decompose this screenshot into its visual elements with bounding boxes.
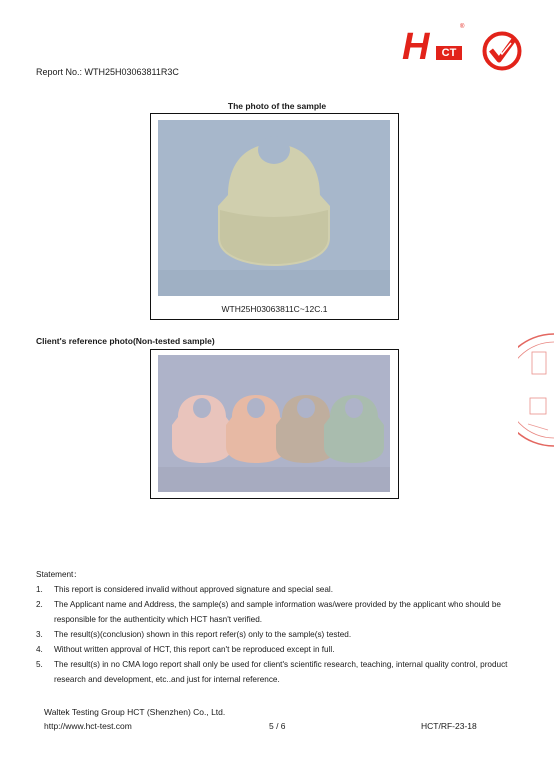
hct-logo [402, 24, 464, 70]
statement-item-number: 1. [36, 585, 43, 594]
statement-item-text: Without written approval of HCT, this report can't be reproduced except in full. [54, 645, 335, 654]
reference-photo-frame [150, 349, 399, 499]
statement-item [36, 597, 516, 627]
statement-item-text: This report is considered invalid without approved signature and special seal. [54, 585, 333, 594]
hct-logo-ct: CT [436, 46, 462, 60]
statement-item-text: The result(s)(conclusion) shown in this report refer(s) only to the sample(s) tested. [54, 630, 352, 639]
sample-photo-caption: WTH25H03063811C~12C.1 [221, 304, 328, 314]
statement-item-text: The Applicant name and Address, the sample(s) and sample information was/were provided by the applicant who should be responsible for the authenticity which HCT hasn't verified. [54, 600, 501, 624]
statement-item [36, 627, 516, 642]
statement-item-number: 4. [36, 645, 43, 654]
statement-item-number: 3. [36, 630, 43, 639]
footer-url[interactable]: http://www.hct-test.com [44, 721, 132, 731]
statement-item-number: 2. [36, 600, 43, 609]
reference-photo [158, 355, 390, 492]
statement-item-number: 5. [36, 660, 43, 669]
registered-mark: ® [460, 24, 465, 30]
hct-logo-letter: H [402, 26, 428, 68]
footer-form-code: HCT/RF-23-18 [421, 721, 477, 731]
footer-company: Waltek Testing Group HCT (Shenzhen) Co., Ltd. [44, 707, 226, 717]
sample-photo [158, 120, 390, 296]
footer-page-number: 5 / 6 [269, 721, 286, 731]
report-number: Report No.: WTH25H03063811R3C [36, 67, 179, 77]
statement-item [36, 657, 516, 687]
statement-block [36, 567, 516, 687]
sample-photo-title: The photo of the sample [227, 101, 327, 111]
sample-photo-frame [150, 113, 399, 320]
partial-seal-stamp [518, 330, 554, 450]
reference-photo-title: Client's reference photo(Non-tested sample) [36, 336, 215, 346]
statement-item-text: The result(s) in no CMA logo report shall only be used for client's scientific research, teaching, internal quality control, product research and development, etc..and just for internal reference. [54, 660, 508, 684]
statement-heading: Statement： [36, 570, 82, 579]
statement-item [36, 642, 516, 657]
statement-item [36, 582, 516, 597]
check-seal-icon [481, 30, 523, 72]
